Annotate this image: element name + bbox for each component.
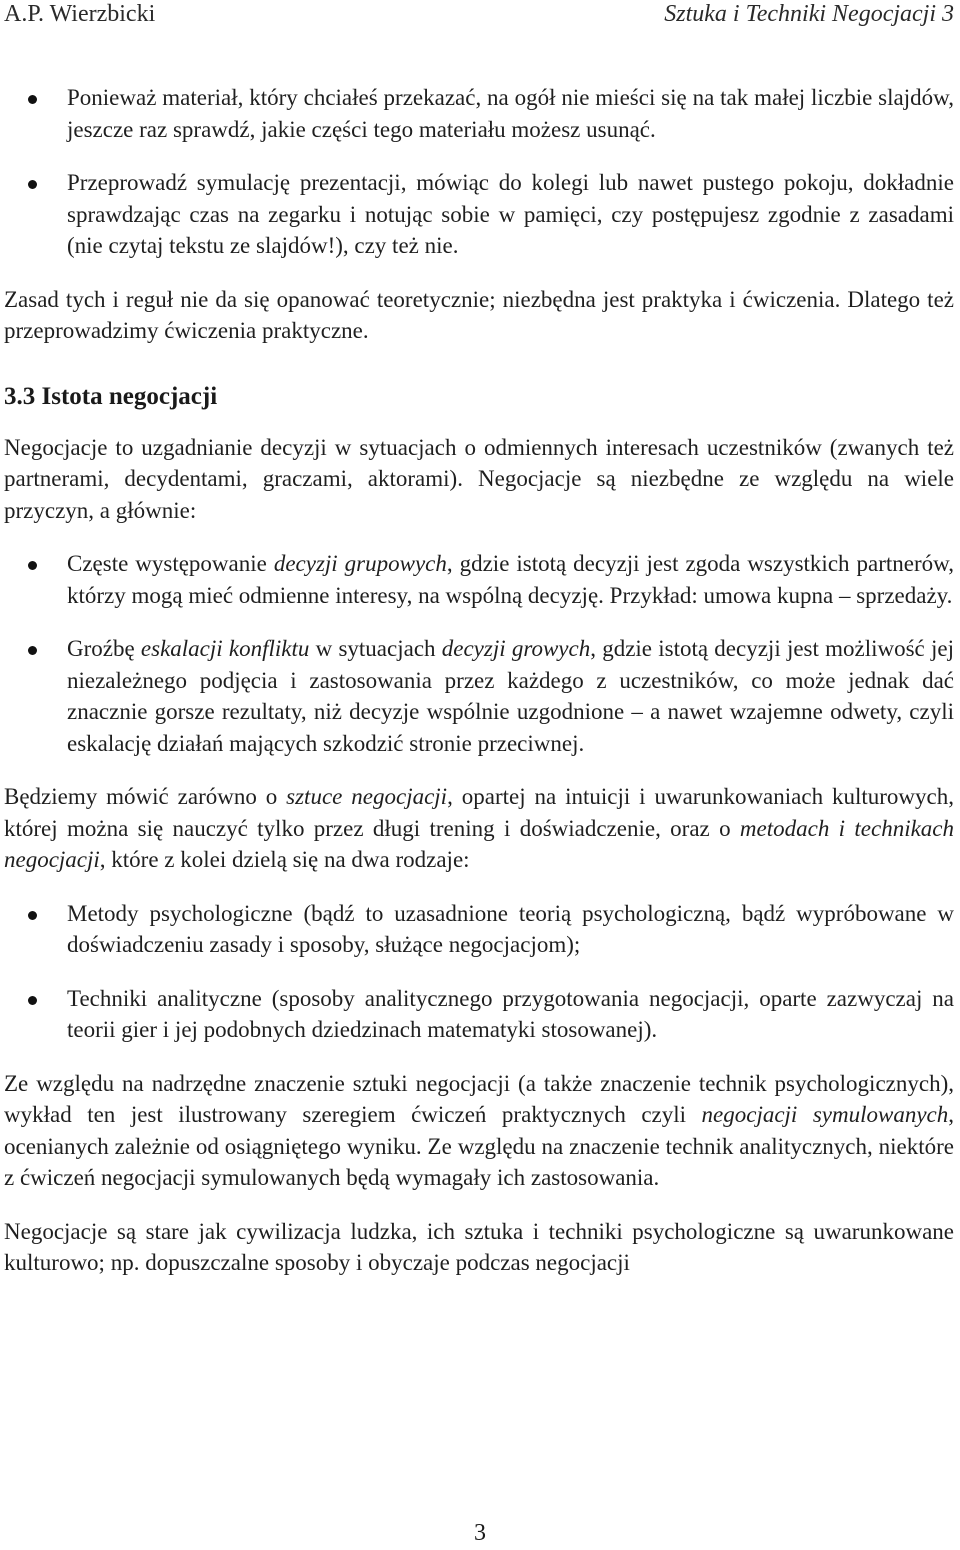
emphasis: sztuce negocjacji	[286, 784, 448, 809]
paragraph	[4, 781, 954, 876]
header-title: Sztuka i Techniki Negocjacji 3	[664, 1, 954, 27]
bullet-icon	[28, 646, 37, 655]
bullet-list-presentation-tips	[4, 82, 954, 262]
list-item-text-middle: w sytuacjach	[309, 636, 442, 661]
list-item	[4, 633, 954, 759]
list-item-text: Ponieważ materiał, który chciałeś przekazać, na ogół nie mieści się na tak małej liczbie slajdów, jeszcze raz sprawdź, jakie części tego materiału możesz usunąć.	[67, 85, 954, 142]
emphasis: metodach i technikach negocjacji	[4, 815, 955, 872]
header-author: A.P. Wierzbicki	[4, 1, 156, 27]
section-heading	[4, 381, 954, 412]
paragraph: Negocjacje są stare jak cywilizacja ludzka, ich sztuka i techniki psychologiczne są uwarunkowane kulturowo; np. dopuszczalne sposoby i obyczaje podczas negocjacji	[4, 1218, 954, 1275]
list-item-text-end: , gdzie istotą decyzji jest możliwość jej niezależnego podjęcia i zastosowania przez każdego z uczestników, co może jednak dać znacznie gorsze rezultaty, niż decyzje wspólnie uzgodnione – a nawet wzajemne odwety, czyli eskalację działań mających szkodzić stronie przeciwnej.	[67, 636, 954, 756]
emphasis: negocjacji symulowanych	[701, 1102, 949, 1127]
list-item	[4, 983, 954, 1046]
list-item	[4, 548, 954, 611]
bullet-icon	[28, 561, 37, 570]
bullet-list-reasons	[4, 548, 954, 759]
paragraph: Zasad tych i reguł nie da się opanować teoretycznie; niezbędna jest praktyka i ćwiczenia. Dlatego też przeprowadzimy ćwiczenia praktyczne.	[4, 286, 954, 343]
page-body	[4, 82, 954, 1279]
list-item	[4, 167, 954, 262]
text-run: , które z kolei dzielą się na dwa rodzaje:	[99, 847, 470, 872]
list-item-text-start: Częste występowanie	[67, 551, 274, 576]
text-run: Ze względu na nadrzędne znaczenie sztuki negocjacji (a także znaczenie technik psychologicznych), wykład ten jest ilustrowany szeregiem ćwiczeń praktycznych czyli	[4, 1070, 954, 1127]
list-item-text: Przeprowadź symulację prezentacji, mówiąc do kolegi lub nawet pustego pokoju, dokładnie sprawdzając czas na zegarku i notując sobie w pamięci, czy postępujesz zgodnie z zasadami (nie czytaj tekstu ze slajdów!), czy też nie.	[67, 170, 954, 258]
bullet-icon	[28, 911, 37, 920]
page-number: 3	[474, 1520, 486, 1546]
list-item-text-end: , gdzie istotą decyzji jest zgoda wszystkich partnerów, którzy mogą mieć odmienne interesy, na wspólną decyzję. Przykład: umowa kupna – sprzedaży.	[67, 551, 954, 608]
section-number: 3.3	[4, 382, 36, 410]
bullet-icon	[28, 95, 37, 104]
list-item-text: Metody psychologiczne (bądź to uzasadnione teorią psychologiczną, bądź wypróbowane w doświadczeniu zasady i sposoby, służące negocjacjom);	[67, 900, 954, 957]
paragraph: Negocjacje to uzgadnianie decyzji w sytuacjach o odmiennych interesach uczestników (zwanych też partnerami, decydentami, graczami, aktorami). Negocjacje są niezbędne ze względu na wiele przyczyn, a głównie:	[4, 434, 954, 523]
list-item	[4, 898, 954, 961]
bullet-icon	[28, 996, 37, 1005]
text-run: Będziemy mówić zarówno o	[4, 784, 287, 809]
emphasis: eskalacji konfliktu	[140, 636, 310, 661]
emphasis: decyzji growych	[441, 636, 591, 661]
paragraph	[4, 1068, 954, 1194]
text-run: , ocenianych zależnie od osiągniętego wyniku. Ze względu na znaczenie technik analitycznych, niektóre z ćwiczeń negocjacji symulowanych będą wymagały ich zastosowania.	[4, 1102, 954, 1190]
list-item-text: Techniki analityczne (sposoby analitycznego przygotowania negocjacji, oparte zazwyczaj na teorii gier i jej podobnych dziedzinach matematyki stosowanej).	[67, 985, 954, 1042]
text-run: , opartej na intuicji i uwarunkowaniach kulturowych, której można się nauczyć tylko przez długi trening i doświadczenie, oraz o	[4, 784, 954, 841]
section-title-text: Istota negocjacji	[41, 382, 218, 410]
running-header	[4, 0, 954, 30]
emphasis: decyzji grupowych	[273, 551, 447, 576]
list-item-text-start: Groźbę	[67, 636, 141, 661]
bullet-list-method-types	[4, 898, 954, 1046]
bullet-icon	[28, 180, 37, 189]
list-item	[4, 82, 954, 145]
